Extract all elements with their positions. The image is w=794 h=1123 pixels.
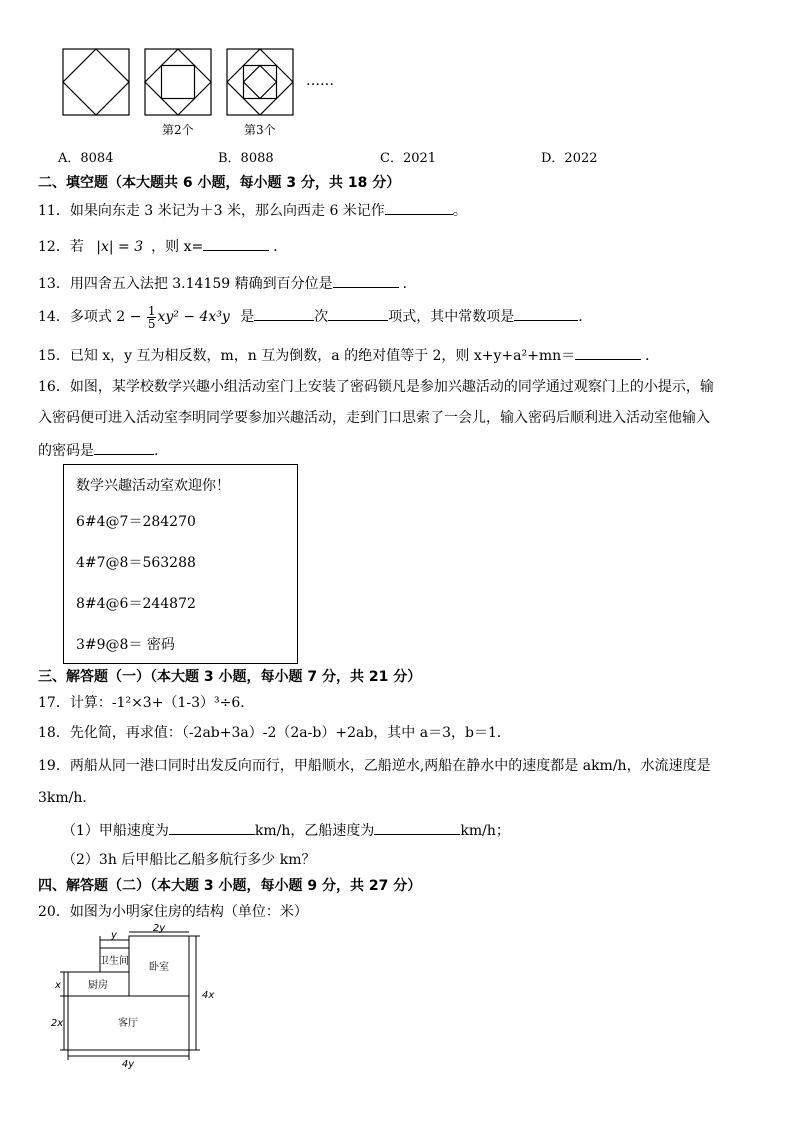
question-number: 12． [38, 239, 70, 255]
question-19-sub-1: （1）甲船速度为 km/h，乙船速度为 km/h； [62, 820, 510, 840]
option-a: A．8084 [58, 151, 114, 166]
question-12: 12．若 |x| = 3 ，则 x= ． [38, 236, 287, 256]
floor-plan-diagram [50, 923, 215, 1070]
question-14: 14．多项式 2 − $\frac{1}{5}$ xy² − 4x³y 是 次 项式，其中常数项是 . [38, 303, 583, 331]
hint-line-1: 6#4@7＝284270 [76, 514, 196, 530]
question-number: 18． [38, 725, 70, 741]
hint-line-4: 3#9@8＝ 密码 [76, 637, 175, 653]
answer-blank [514, 306, 578, 321]
question-number: 13． [38, 276, 70, 292]
answer-blank [203, 236, 269, 251]
question-13: 13．用四舍五入法把 3.14159 精确到百分位是 ． [38, 273, 417, 293]
question-number: 17． [38, 695, 70, 711]
dim-label-x: x [55, 980, 61, 991]
question-number: 19． [38, 758, 70, 774]
room-kitchen: 厨房 [88, 980, 108, 991]
password-hint-box [63, 464, 298, 664]
option-d: D．2022 [541, 151, 598, 166]
fraction-one-fifth: $\frac{1}{5}$ [147, 303, 156, 331]
room-living: 客厅 [118, 1018, 138, 1029]
question-number: 15． [38, 348, 70, 364]
nested-square-figure-1 [62, 48, 130, 116]
question-15: 15．已知 x，y 互为相反数，m，n 互为倒数，a 的绝对值等于 2，则 x+y+a²+mn＝ ． [38, 345, 659, 365]
dim-label-2x: 2x [50, 1018, 64, 1029]
figure-ellipsis: …… [306, 73, 334, 89]
question-number: 14． [38, 309, 70, 325]
question-16-line-3: 的密码是 . [38, 440, 158, 460]
dim-label-2y: 2y [152, 923, 166, 934]
option-c: C．2021 [380, 151, 437, 166]
answer-blank [333, 273, 399, 288]
hint-line-2: 4#7@8＝563288 [76, 555, 196, 571]
question-19-line-1: 19．两船从同一港口同时出发反向而行，甲船顺水，乙船逆水,两船在静水中的速度都是 akm/h，水流速度是 [38, 758, 711, 774]
section-4-title: 四、解答题（二）（本大题 3 小题，每小题 9 分，共 27 分） [38, 878, 422, 894]
answer-blank [575, 345, 641, 360]
section-3-title: 三、解答题（一）（本大题 3 小题，每小题 7 分，共 21 分） [38, 669, 422, 685]
nested-square-figure-2 [144, 48, 212, 116]
question-number: 16． [38, 379, 70, 395]
answer-blank [374, 820, 460, 835]
question-16-line-2: 入密码便可进入活动室李明同学要参加兴趣活动，走到门口思索了一会儿，输入密码后顺利进入活动室他输入 [38, 410, 710, 426]
question-17: 17．计算：-1²×3+（1-3）³÷6． [38, 695, 255, 711]
answer-blank [328, 306, 388, 321]
option-b: B．8088 [218, 151, 274, 166]
question-11: 11．如果向东走 3 米记为＋3 米，那么向西走 6 米记作 。 [38, 200, 467, 220]
abs-expression: |x| = 3 [96, 239, 144, 255]
dim-label-y: y [111, 930, 117, 941]
room-bathroom: 卫生间 [99, 956, 129, 967]
hint-box-title: 数学兴趣活动室欢迎你！ [76, 478, 230, 494]
question-number: 11． [38, 203, 70, 219]
figure-caption-3: 第3个 [244, 123, 276, 137]
figure-caption-2: 第2个 [162, 123, 194, 137]
question-19-sub-2: （2）3h 后甲船比乙船多航行多少 km？ [62, 852, 316, 868]
answer-blank [169, 820, 255, 835]
answer-blank [254, 306, 314, 321]
dim-label-4y: 4y [121, 1059, 135, 1070]
dim-label-4x: 4x [202, 990, 215, 1001]
question-18: 18．先化简，再求值：（-2ab+3a）-2（2a-b）+2ab，其中 a＝3，b＝1． [38, 725, 511, 741]
question-20: 20．如图为小明家住房的结构（单位：米） [38, 904, 308, 920]
answer-blank [94, 440, 154, 455]
answer-blank [385, 200, 453, 215]
section-2-title: 二、填空题（本大题共 6 小题，每小题 3 分，共 18 分） [38, 175, 401, 191]
nested-square-figure-3 [226, 48, 294, 116]
room-bedroom: 卧室 [149, 962, 169, 973]
question-19-line-2: 3km/h． [38, 790, 97, 806]
question-16-line-1: 16．如图，某学校数学兴趣小组活动室门上安装了密码锁凡是参加兴趣活动的同学通过观察门上的小提示，输 [38, 379, 714, 395]
question-number: 20． [38, 904, 70, 920]
hint-line-3: 8#4@6＝244872 [76, 596, 196, 612]
